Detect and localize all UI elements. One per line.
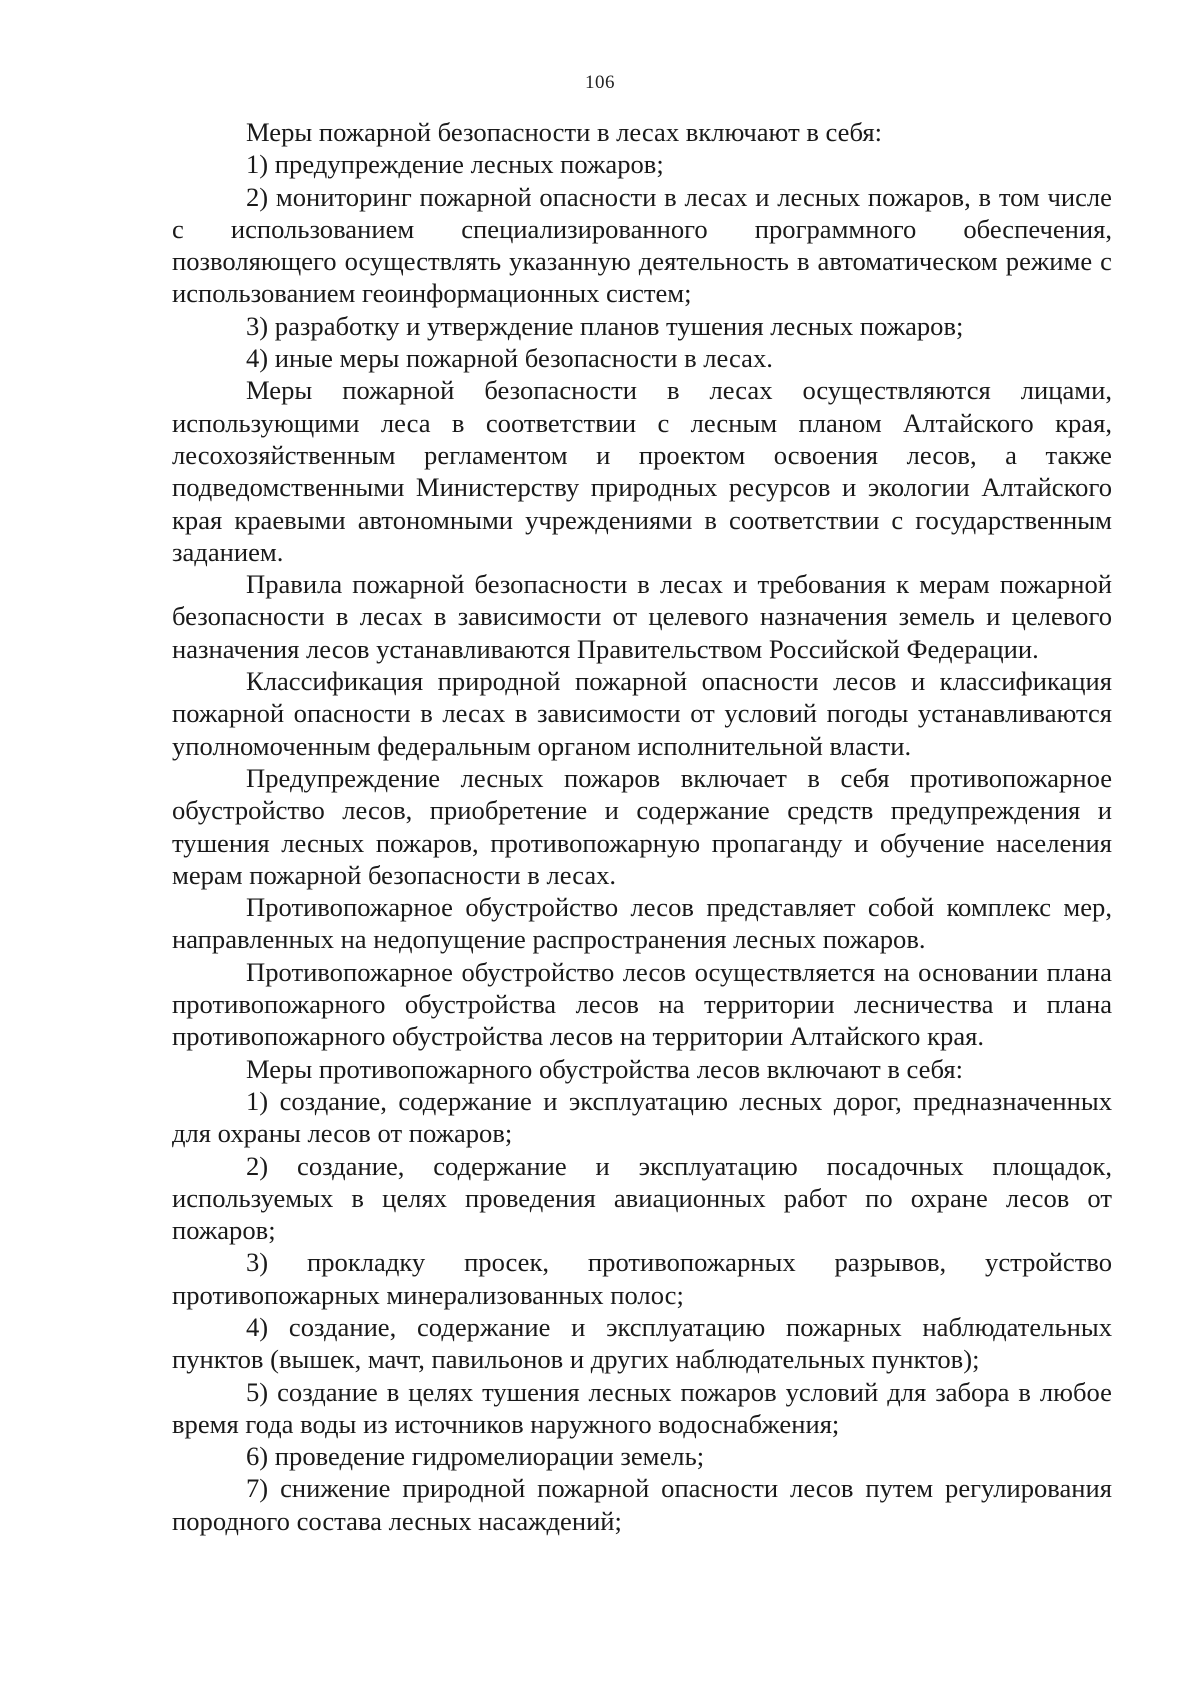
paragraph: Меры пожарной безопасности в лесах осуществляются лицами, использующими леса в соответствии с лесным планом Алтайского края, лесохозяйственным регламентом и проектом освоения лесов, а также подведомственными Министерству природных ресурсов и экологии Алтайского края краевыми автономными учреждениями в соответствии с государственным заданием. — [172, 375, 1112, 567]
list-item: 2) создание, содержание и эксплуатацию посадочных площадок, используемых в целях проведения авиационных работ по охране лесов от пожаров; — [172, 1150, 1112, 1246]
list-item: 3) разработку и утверждение планов тушения лесных пожаров; — [246, 310, 964, 341]
list-item: 1) предупреждение лесных пожаров; — [246, 149, 664, 180]
page-number: 106 — [585, 72, 615, 93]
paragraph: Предупреждение лесных пожаров включает в себя противопожарное обустройство лесов, приобретение и содержание средств предупреждения и тушения лесных пожаров, противопожарную пропаганду и обучение населения мерам пожарной безопасности в лесах. — [172, 762, 1112, 890]
list-item: 6) проведение гидромелиорации земель; — [246, 1441, 705, 1472]
list-item: 4) создание, содержание и эксплуатацию пожарных наблюдательных пунктов (вышек, мачт, павильонов и других наблюдательных пунктов); — [172, 1311, 1112, 1375]
paragraph: Меры пожарной безопасности в лесах включают в себя: — [246, 117, 882, 147]
paragraph: Меры противопожарного обустройства лесов включают в себя: — [246, 1053, 963, 1084]
list-item: 7) снижение природной пожарной опасности лесов путем регулирования породного состава лесных насаждений; — [172, 1473, 1112, 1536]
paragraph: Противопожарное обустройство лесов представляет собой комплекс мер, направленных на недопущение распространения лесных пожаров. — [172, 892, 1112, 955]
list-item: 4) иные меры пожарной безопасности в лесах. — [246, 343, 773, 374]
list-item: 5) создание в целях тушения лесных пожаров условий для забора в любое время года воды из источников наружного водоснабжения; — [172, 1376, 1112, 1439]
list-item: 3) прокладку просек, противопожарных разрывов, устройство противопожарных минерализованных полос; — [172, 1247, 1112, 1310]
list-item: 1) создание, содержание и эксплуатацию лесных дорог, предназначенных для охраны лесов от пожаров; — [172, 1085, 1112, 1149]
paragraph: Классификация природной пожарной опасности лесов и классификация пожарной опасности в лесах в зависимости от условий погоды устанавливаются уполномоченным федеральным органом исполнительной власти. — [172, 666, 1112, 761]
document-body — [172, 116, 1112, 1537]
paragraph: Правила пожарной безопасности в лесах и требования к мерам пожарной безопасности в лесах в зависимости от целевого назначения земель и целевого назначения лесов устанавливаются Правительством Российской Федерации. — [172, 569, 1112, 664]
paragraph: Противопожарное обустройство лесов осуществляется на основании плана противопожарного обустройства лесов на территории лесничества и плана противопожарного обустройства лесов на территории Алтайского края. — [172, 956, 1112, 1052]
list-item: 2) мониторинг пожарной опасности в лесах и лесных пожаров, в том числе с использованием специализированного программного обеспечения, позволяющего осуществлять указанную деятельность в автоматическом режиме с использованием геоинформационных систем; — [172, 181, 1112, 309]
